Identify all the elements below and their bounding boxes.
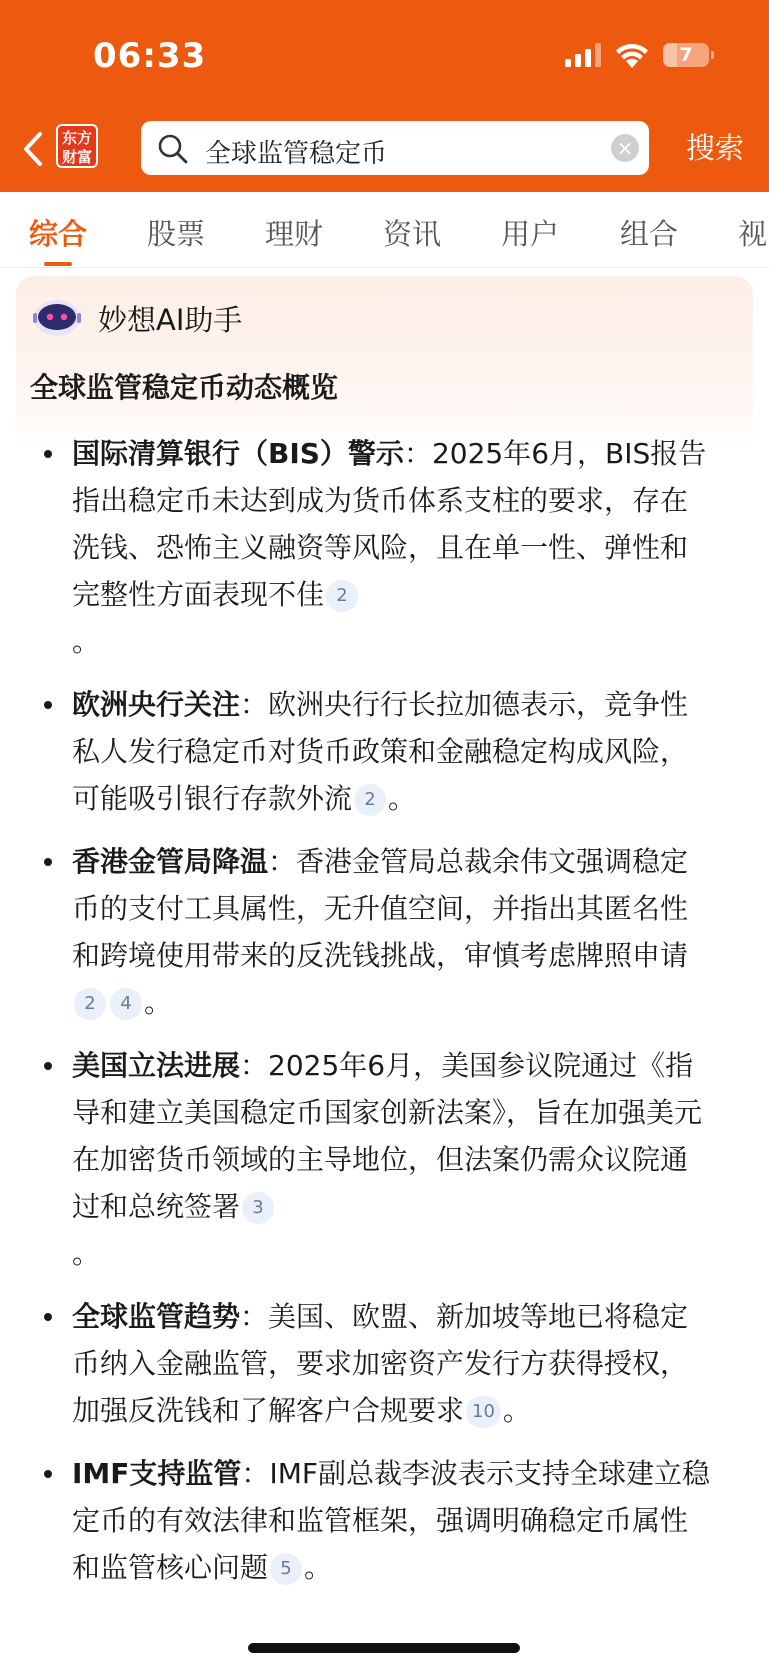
item-separator: ：	[241, 1457, 270, 1490]
clear-search-button[interactable]	[611, 134, 639, 162]
ai-summary-title: 全球监管稳定币动态概览	[30, 371, 339, 404]
ai-assistant-card	[16, 276, 753, 1665]
ai-assistant-name: 妙想AI助手	[98, 303, 243, 337]
citation-badge[interactable]: 3	[242, 1192, 274, 1224]
status-icons	[565, 42, 709, 68]
category-tabs	[0, 192, 769, 268]
citation-badge[interactable]: 10	[466, 1396, 501, 1428]
tab-all[interactable]: 综合	[29, 217, 88, 251]
active-tab-indicator	[44, 262, 72, 266]
wifi-icon	[615, 42, 649, 68]
app-header	[0, 0, 769, 192]
item-label: 美国立法进展	[72, 1049, 241, 1082]
item-text: 美国、欧盟、新加坡等地已将稳定币纳入金融监管，要求加密资产发行方获得授权，加强反洗钱和了解客户合规要求	[72, 1300, 689, 1427]
search-input[interactable]	[141, 121, 649, 175]
tab-users[interactable]: 用户	[501, 217, 560, 251]
item-label: 香港金管局降温	[72, 845, 269, 878]
robot-icon	[32, 296, 82, 338]
item-end: 。	[144, 986, 173, 1019]
citation-badge[interactable]: 4	[110, 988, 142, 1020]
item-separator: ：	[240, 1049, 269, 1082]
item-text: 欧洲央行行长拉加德表示，竞争性私人发行稳定币对货币政策和金融稳定构成风险，可能吸引银行存款外流	[72, 688, 689, 815]
item-text: 香港金管局总裁余伟文强调稳定币的支付工具属性，无升值空间，并指出其匿名性和跨境使用带来的反洗钱挑战，审慎考虑牌照申请	[72, 845, 689, 972]
summary-list	[30, 430, 710, 1607]
item-label: 全球监管趋势	[72, 1300, 241, 1333]
item-end: 。	[72, 1237, 101, 1270]
citation-badge[interactable]: 2	[74, 988, 106, 1020]
logo-line2: 财富	[61, 148, 92, 166]
tab-video[interactable]: 视	[738, 217, 768, 251]
item-separator: ：	[268, 845, 297, 878]
tab-portfolios[interactable]: 组合	[620, 217, 679, 251]
item-label: IMF支持监管	[72, 1457, 242, 1490]
logo-line1: 东方	[61, 129, 92, 147]
back-button[interactable]	[14, 126, 54, 172]
battery-level: 7	[679, 44, 693, 66]
item-end: 。	[304, 1551, 333, 1584]
chevron-left-icon	[14, 126, 54, 172]
item-text: 2025年6月，BIS报告指出稳定币未达到成为货币体系支柱的要求，存在洗钱、恐怖主义融资等风险，且在单一性、弹性和完整性方面表现不佳	[72, 437, 707, 611]
item-end: 。	[502, 1394, 531, 1427]
search-button[interactable]: 搜索	[686, 131, 745, 165]
list-item	[30, 838, 710, 1026]
item-separator: ：	[240, 1300, 269, 1333]
citation-badge[interactable]: 5	[270, 1553, 302, 1585]
tab-news[interactable]: 资讯	[383, 217, 442, 251]
tab-wealth[interactable]: 理财	[265, 217, 324, 251]
item-end: 。	[72, 625, 101, 658]
item-separator: ：	[403, 437, 432, 470]
battery-icon	[663, 43, 709, 67]
home-indicator[interactable]	[248, 1643, 520, 1653]
list-item	[30, 1293, 710, 1434]
citation-badge[interactable]: 2	[326, 580, 358, 612]
list-item	[30, 430, 710, 665]
item-text: IMF副总裁李波表示支持全球建立稳定币的有效法律和监管框架，强调明确稳定币属性和监管核心问题	[72, 1457, 710, 1584]
item-text: 2025年6月，美国参议院通过《指导和建立美国稳定币国家创新法案》，旨在加强美元在加密货币领域的主导地位，但法案仍需众议院通过和总统签署	[72, 1049, 703, 1223]
search-icon	[157, 133, 189, 165]
item-end: 。	[388, 782, 417, 815]
tab-stocks[interactable]: 股票	[147, 217, 206, 251]
signal-icon	[565, 43, 601, 67]
search-query[interactable]: 全球监管稳定币	[205, 139, 388, 169]
item-separator: ：	[240, 688, 269, 721]
item-label: 欧洲央行关注	[72, 688, 241, 721]
list-item	[30, 1450, 710, 1591]
close-icon: ×	[616, 136, 634, 160]
app-logo[interactable]	[56, 124, 98, 168]
citation-badge[interactable]: 2	[354, 784, 386, 816]
item-label: 国际清算银行（BIS）警示	[72, 437, 404, 470]
list-item	[30, 1042, 710, 1277]
list-item	[30, 681, 710, 822]
status-time: 06:33	[93, 36, 207, 76]
